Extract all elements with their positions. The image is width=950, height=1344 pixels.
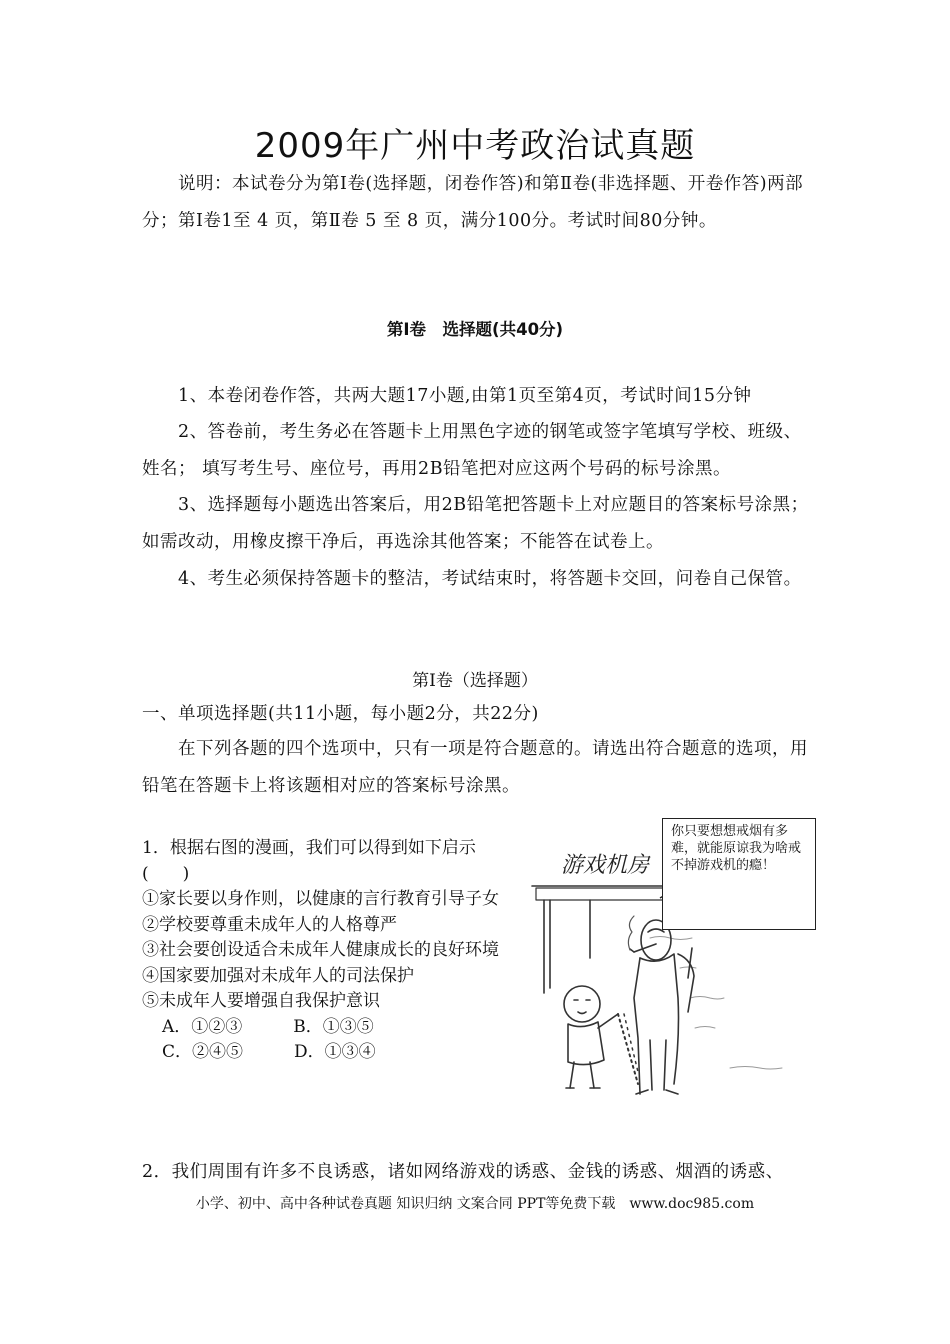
question-1-item-5: ⑤未成年人要增强自我保护意识 bbox=[142, 991, 380, 1011]
instruction-3: 3、选择题每小题选出答案后，用2B铅笔把答题卡上对应题目的答案标号涂黑；如需改动，用橡皮擦干净后，再选涂其他答案；不能答在试卷上。 bbox=[142, 495, 809, 552]
instruction-4: 4、考生必须保持答题卡的整洁，考试结束时，将答题卡交回，问卷自己保管。 bbox=[178, 569, 802, 589]
question-1-choices-row-2: C．②④⑤ D．①③④ bbox=[162, 1042, 376, 1062]
instruction-2: 2、答卷前，考生务必在答题卡上用黑色字迹的钢笔或签字笔填写学校、班级、姓名； 填写考生号、座位号，再用2B铅笔把对应这两个号码的标号涂黑。 bbox=[142, 422, 802, 479]
question-1-item-1: ①家长要以身作则，以健康的言行教育引导子女 bbox=[142, 889, 499, 909]
question-1-choices-row-1: A．①②③ B．①③⑤ bbox=[162, 1016, 374, 1037]
question-1 bbox=[142, 836, 512, 1066]
instruction-1: 1、本卷闭卷作答，共两大题17小题,由第1页至第4页，考试时间15分钟 bbox=[178, 386, 752, 406]
question-1-item-2: ②学校要尊重未成年人的人格尊严 bbox=[142, 914, 397, 935]
part-one-title: 一、单项选择题(共11小题，每小题2分，共22分) bbox=[142, 704, 539, 724]
question-2-start: 2．我们周围有许多不良诱惑，诸如网络游戏的诱惑、金钱的诱惑、烟酒的诱惑、 bbox=[142, 1162, 784, 1182]
exam-intro: 说明：本试卷分为第Ⅰ卷(选择题，闭卷作答)和第Ⅱ卷(非选择题、开卷作答)两部分；第Ⅰ卷1至 4 页，第Ⅱ卷 5 至 8 页，满分100分。考试时间80分钟。 bbox=[142, 174, 804, 231]
question-1-item-3: ③社会要创设适合未成年人健康成长的良好环境 bbox=[142, 940, 499, 960]
part-one-description: 在下列各题的四个选项中，只有一项是符合题意的。请选出符合题意的选项，用铅笔在答题卡上将该题相对应的答案标号涂黑。 bbox=[142, 739, 808, 796]
cartoon-sign-text: 游戏机房 bbox=[560, 853, 650, 878]
cartoon-bubble-text: 你只要想想戒烟有多难，就能原谅我为啥戒不掉游戏机的瘾！ bbox=[671, 824, 802, 873]
section-one-heading: 第Ⅰ卷 选择题(共40分) bbox=[386, 320, 564, 339]
page-footer: 小学、初中、高中各种试卷真题 知识归纳 文案合同 PPT等免费下载 www.doc985.com bbox=[195, 1196, 755, 1212]
question-1-stem: 1．根据右图的漫画，我们可以得到如下启示( ) bbox=[142, 838, 476, 884]
page-title: 2009年广州中考政治试真题 bbox=[254, 126, 696, 166]
part-heading: 第Ⅰ卷（选择题） bbox=[412, 671, 538, 691]
question-1-item-4: ④国家要加强对未成年人的司法保护 bbox=[142, 965, 414, 986]
cartoon-speech-bubble bbox=[662, 818, 816, 930]
